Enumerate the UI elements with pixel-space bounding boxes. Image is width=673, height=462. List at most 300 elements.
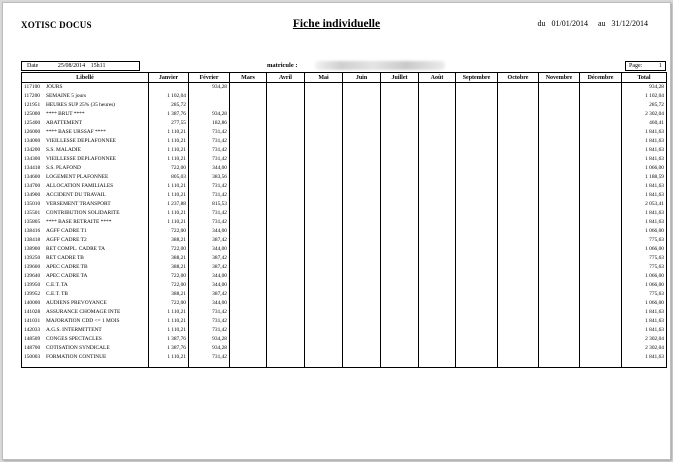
cell-avril	[267, 92, 305, 101]
row-code: 140000	[24, 300, 41, 306]
cell-decembre	[580, 299, 622, 308]
row-code: 135805	[24, 219, 41, 225]
table-row	[22, 281, 667, 290]
cell-avril	[267, 245, 305, 254]
cell-novembre	[539, 326, 580, 335]
cell-janvier: 388,21	[149, 290, 189, 299]
cell-juin	[343, 290, 381, 299]
cell-fevrier: 934,28	[189, 110, 230, 119]
cell-juillet	[381, 101, 419, 110]
cell-total: 1 841,63	[622, 218, 667, 227]
cell-total: 1 841,63	[622, 146, 667, 155]
cell-juillet	[381, 155, 419, 164]
cell-mars	[230, 101, 267, 110]
row-label-cell	[22, 173, 149, 182]
cell-novembre	[539, 281, 580, 290]
cell-juillet	[381, 227, 419, 236]
cell-novembre	[539, 146, 580, 155]
cell-fevrier: 731,42	[189, 182, 230, 191]
row-code: 139952	[24, 291, 41, 297]
cell-juin	[343, 344, 381, 353]
cell-fevrier: 383,56	[189, 173, 230, 182]
cell-total: 775,63	[622, 236, 667, 245]
cell-total: 1 066,00	[622, 272, 667, 281]
cell-janvier: 1 110,21	[149, 146, 189, 155]
row-label-cell	[22, 137, 149, 146]
cell-juillet	[381, 146, 419, 155]
cell-decembre	[580, 164, 622, 173]
cell-mai	[305, 128, 343, 137]
cell-avril	[267, 101, 305, 110]
row-code: 139250	[24, 255, 41, 261]
cell-mai	[305, 101, 343, 110]
cell-juillet	[381, 344, 419, 353]
cell-mars	[230, 218, 267, 227]
row-label: C.E.T. TB	[46, 291, 68, 297]
cell-aout	[419, 344, 456, 353]
cell-janvier: 1 110,21	[149, 155, 189, 164]
report-title: Fiche individuelle	[292, 18, 381, 30]
cell-novembre	[539, 335, 580, 344]
cell-juin	[343, 299, 381, 308]
cell-total: 1 841,63	[622, 317, 667, 326]
cell-mai	[305, 92, 343, 101]
cell-aout	[419, 353, 456, 362]
row-code: 139640	[24, 273, 41, 279]
column-header: Juin	[343, 73, 381, 83]
row-label-cell	[22, 182, 149, 191]
row-code: 148700	[24, 345, 41, 351]
cell-decembre	[580, 263, 622, 272]
cell-juin	[343, 155, 381, 164]
cell-juillet	[381, 218, 419, 227]
cell-mai	[305, 164, 343, 173]
cell-decembre	[580, 209, 622, 218]
cell-octobre	[498, 353, 539, 362]
table-row	[22, 83, 667, 93]
filler-cell	[305, 362, 343, 367]
cell-fevrier: 731,42	[189, 191, 230, 200]
cell-janvier: 1 110,21	[149, 353, 189, 362]
cell-mars	[230, 92, 267, 101]
cell-juin	[343, 110, 381, 119]
row-label: VIEILLESSE DEPLAFONNEE	[46, 156, 116, 162]
cell-janvier: 1 110,21	[149, 128, 189, 137]
cell-avril	[267, 119, 305, 128]
cell-septembre	[456, 317, 498, 326]
cell-fevrier	[189, 101, 230, 110]
cell-octobre	[498, 263, 539, 272]
cell-aout	[419, 146, 456, 155]
cell-aout	[419, 245, 456, 254]
cell-aout	[419, 101, 456, 110]
cell-mars	[230, 164, 267, 173]
cell-mai	[305, 191, 343, 200]
cell-fevrier: 387,42	[189, 290, 230, 299]
cell-octobre	[498, 137, 539, 146]
cell-avril	[267, 110, 305, 119]
cell-janvier: 1 110,21	[149, 191, 189, 200]
row-label-cell	[22, 83, 149, 93]
cell-avril	[267, 344, 305, 353]
cell-septembre	[456, 209, 498, 218]
cell-mai	[305, 119, 343, 128]
cell-aout	[419, 218, 456, 227]
cell-janvier: 722,00	[149, 299, 189, 308]
table-row	[22, 326, 667, 335]
payroll-table	[21, 72, 667, 368]
filler-cell	[22, 362, 149, 367]
column-header: Mars	[230, 73, 267, 83]
row-label-cell	[22, 245, 149, 254]
cell-juillet	[381, 128, 419, 137]
cell-mars	[230, 236, 267, 245]
cell-total: 1 066,00	[622, 245, 667, 254]
cell-juillet	[381, 254, 419, 263]
row-label-cell	[22, 308, 149, 317]
cell-janvier: 285,72	[149, 101, 189, 110]
cell-decembre	[580, 83, 622, 93]
cell-septembre	[456, 344, 498, 353]
cell-decembre	[580, 245, 622, 254]
row-code: 150003	[24, 354, 41, 360]
cell-septembre	[456, 353, 498, 362]
row-label: ALLOCATION FAMILIALES	[46, 183, 114, 189]
company-name: XOTISC DOCUS	[21, 20, 92, 30]
cell-total: 1 066,00	[622, 227, 667, 236]
cell-total: 1 841,63	[622, 209, 667, 218]
cell-janvier: 722,00	[149, 245, 189, 254]
cell-avril	[267, 263, 305, 272]
filler-cell	[149, 362, 189, 367]
row-code: 141028	[24, 309, 41, 315]
cell-mars	[230, 200, 267, 209]
cell-mai	[305, 290, 343, 299]
cell-janvier: 1 110,21	[149, 137, 189, 146]
cell-septembre	[456, 335, 498, 344]
cell-decembre	[580, 92, 622, 101]
cell-juin	[343, 119, 381, 128]
cell-mai	[305, 263, 343, 272]
cell-total: 1 841,63	[622, 191, 667, 200]
cell-novembre	[539, 299, 580, 308]
cell-novembre	[539, 344, 580, 353]
cell-mars	[230, 209, 267, 218]
cell-total: 1 841,63	[622, 353, 667, 362]
table-body	[22, 83, 667, 368]
cell-mai	[305, 182, 343, 191]
matricule-label: matricule :	[267, 62, 298, 69]
cell-decembre	[580, 173, 622, 182]
cell-septembre	[456, 92, 498, 101]
cell-fevrier: 731,42	[189, 353, 230, 362]
row-code: 121951	[24, 102, 41, 108]
row-label-cell	[22, 254, 149, 263]
table-row	[22, 137, 667, 146]
cell-septembre	[456, 128, 498, 137]
row-label: ASSURANCE CHOMAGE INTE	[46, 309, 121, 315]
column-header: Août	[419, 73, 456, 83]
cell-novembre	[539, 218, 580, 227]
cell-decembre	[580, 254, 622, 263]
cell-aout	[419, 299, 456, 308]
cell-septembre	[456, 200, 498, 209]
cell-octobre	[498, 128, 539, 137]
cell-novembre	[539, 317, 580, 326]
cell-mai	[305, 281, 343, 290]
cell-fevrier: 344,00	[189, 164, 230, 173]
row-label: APEC CADRE TA	[46, 273, 88, 279]
cell-avril	[267, 191, 305, 200]
cell-mai	[305, 317, 343, 326]
cell-mars	[230, 344, 267, 353]
cell-mars	[230, 245, 267, 254]
cell-fevrier: 182,86	[189, 119, 230, 128]
cell-novembre	[539, 119, 580, 128]
cell-mai	[305, 254, 343, 263]
period-to: 31/12/2014	[611, 19, 648, 28]
cell-novembre	[539, 101, 580, 110]
cell-juillet	[381, 272, 419, 281]
cell-fevrier: 731,42	[189, 146, 230, 155]
cell-decembre	[580, 155, 622, 164]
cell-juin	[343, 191, 381, 200]
row-label: MAJORATION CDD <= 1 MOIS	[46, 318, 120, 324]
cell-octobre	[498, 236, 539, 245]
row-label-cell	[22, 119, 149, 128]
cell-septembre	[456, 173, 498, 182]
cell-avril	[267, 128, 305, 137]
cell-novembre	[539, 128, 580, 137]
cell-juillet	[381, 236, 419, 245]
cell-juin	[343, 335, 381, 344]
cell-decembre	[580, 236, 622, 245]
cell-janvier: 1 110,21	[149, 326, 189, 335]
cell-fevrier: 731,42	[189, 128, 230, 137]
cell-decembre	[580, 353, 622, 362]
column-header: Libellé	[22, 73, 149, 83]
cell-juillet	[381, 317, 419, 326]
page-box	[625, 61, 666, 71]
cell-mars	[230, 281, 267, 290]
cell-septembre	[456, 308, 498, 317]
row-label-cell	[22, 344, 149, 353]
cell-octobre	[498, 335, 539, 344]
cell-juin	[343, 137, 381, 146]
cell-novembre	[539, 245, 580, 254]
cell-juillet	[381, 209, 419, 218]
row-code: 134300	[24, 156, 41, 162]
cell-janvier: 388,21	[149, 263, 189, 272]
period-from: 01/01/2014	[551, 19, 588, 28]
row-code: 138416	[24, 228, 41, 234]
filler-cell	[189, 362, 230, 367]
filler-cell	[267, 362, 305, 367]
table-row	[22, 119, 667, 128]
cell-fevrier: 344,00	[189, 299, 230, 308]
row-label: S.S. MALADIE	[46, 147, 81, 153]
cell-mars	[230, 254, 267, 263]
cell-aout	[419, 326, 456, 335]
cell-juin	[343, 281, 381, 290]
cell-fevrier: 731,42	[189, 209, 230, 218]
cell-mars	[230, 83, 267, 93]
cell-mai	[305, 344, 343, 353]
cell-novembre	[539, 83, 580, 93]
cell-juillet	[381, 353, 419, 362]
cell-avril	[267, 209, 305, 218]
row-label: HEURES SUP 25% (35 heures)	[46, 102, 115, 108]
row-code: 125400	[24, 120, 41, 126]
cell-mars	[230, 290, 267, 299]
row-label: **** BASE RETRAITE ****	[46, 219, 112, 225]
cell-decembre	[580, 182, 622, 191]
column-header: Juillet	[381, 73, 419, 83]
cell-janvier: 388,21	[149, 236, 189, 245]
cell-mai	[305, 335, 343, 344]
cell-avril	[267, 137, 305, 146]
row-code: 139950	[24, 282, 41, 288]
cell-novembre	[539, 182, 580, 191]
column-header: Avril	[267, 73, 305, 83]
row-label: AUDIENS PREVOYANCE	[46, 300, 107, 306]
cell-juin	[343, 128, 381, 137]
row-label-cell	[22, 227, 149, 236]
cell-mars	[230, 146, 267, 155]
row-label-cell	[22, 101, 149, 110]
cell-decembre	[580, 308, 622, 317]
print-date: 25/08/2014	[57, 63, 86, 69]
cell-avril	[267, 200, 305, 209]
cell-janvier: 722,00	[149, 227, 189, 236]
cell-aout	[419, 308, 456, 317]
filler-cell	[622, 362, 667, 367]
cell-mai	[305, 227, 343, 236]
print-time: 15h11	[90, 63, 106, 69]
row-code: 135501	[24, 210, 41, 216]
cell-novembre	[539, 92, 580, 101]
cell-janvier: 1 110,21	[149, 317, 189, 326]
cell-octobre	[498, 155, 539, 164]
date-box	[21, 61, 140, 71]
cell-janvier: 1 110,21	[149, 218, 189, 227]
cell-juillet	[381, 164, 419, 173]
cell-novembre	[539, 236, 580, 245]
cell-mars	[230, 137, 267, 146]
cell-total: 2 053,41	[622, 200, 667, 209]
cell-juillet	[381, 263, 419, 272]
table-row	[22, 209, 667, 218]
cell-decembre	[580, 227, 622, 236]
cell-avril	[267, 299, 305, 308]
cell-juillet	[381, 92, 419, 101]
table-row	[22, 227, 667, 236]
table-row	[22, 353, 667, 362]
row-label: VERSEMENT TRANSPORT	[46, 201, 111, 207]
cell-octobre	[498, 173, 539, 182]
cell-juillet	[381, 182, 419, 191]
cell-octobre	[498, 245, 539, 254]
cell-juin	[343, 317, 381, 326]
page-number: 1	[659, 63, 662, 69]
cell-decembre	[580, 128, 622, 137]
cell-septembre	[456, 191, 498, 200]
cell-novembre	[539, 308, 580, 317]
cell-decembre	[580, 335, 622, 344]
cell-juillet	[381, 119, 419, 128]
cell-fevrier: 344,00	[189, 245, 230, 254]
cell-mai	[305, 137, 343, 146]
table-row	[22, 101, 667, 110]
column-header: Septembre	[456, 73, 498, 83]
row-label-cell	[22, 191, 149, 200]
cell-mai	[305, 218, 343, 227]
row-label-cell	[22, 155, 149, 164]
row-label-cell	[22, 335, 149, 344]
cell-avril	[267, 335, 305, 344]
cell-juillet	[381, 191, 419, 200]
cell-total: 1 841,63	[622, 308, 667, 317]
cell-novembre	[539, 137, 580, 146]
cell-aout	[419, 92, 456, 101]
table-row	[22, 263, 667, 272]
cell-decembre	[580, 101, 622, 110]
cell-aout	[419, 281, 456, 290]
cell-mai	[305, 155, 343, 164]
cell-mars	[230, 128, 267, 137]
cell-aout	[419, 110, 456, 119]
cell-octobre	[498, 110, 539, 119]
filler-cell	[498, 362, 539, 367]
cell-juillet	[381, 110, 419, 119]
cell-janvier: 1 110,21	[149, 209, 189, 218]
cell-total: 1 841,63	[622, 326, 667, 335]
cell-fevrier: 731,42	[189, 155, 230, 164]
row-label-cell	[22, 326, 149, 335]
cell-aout	[419, 236, 456, 245]
cell-septembre	[456, 146, 498, 155]
row-code: 117100	[24, 84, 40, 90]
cell-aout	[419, 335, 456, 344]
row-label-cell	[22, 164, 149, 173]
row-label: JOURS	[46, 84, 63, 90]
cell-octobre	[498, 317, 539, 326]
cell-juillet	[381, 200, 419, 209]
cell-avril	[267, 218, 305, 227]
cell-mai	[305, 173, 343, 182]
cell-avril	[267, 281, 305, 290]
row-label-cell	[22, 146, 149, 155]
row-code: 134700	[24, 183, 41, 189]
cell-novembre	[539, 191, 580, 200]
cell-total: 1 841,63	[622, 137, 667, 146]
cell-septembre	[456, 119, 498, 128]
row-label-cell	[22, 263, 149, 272]
filler-cell	[230, 362, 267, 367]
cell-total: 1 841,63	[622, 128, 667, 137]
page-label: Page:	[629, 63, 643, 69]
cell-juillet	[381, 308, 419, 317]
table-row	[22, 254, 667, 263]
row-code: 134600	[24, 174, 41, 180]
cell-juin	[343, 308, 381, 317]
cell-fevrier: 387,42	[189, 263, 230, 272]
cell-juin	[343, 92, 381, 101]
cell-novembre	[539, 353, 580, 362]
cell-aout	[419, 191, 456, 200]
cell-septembre	[456, 254, 498, 263]
row-code: 135010	[24, 201, 41, 207]
